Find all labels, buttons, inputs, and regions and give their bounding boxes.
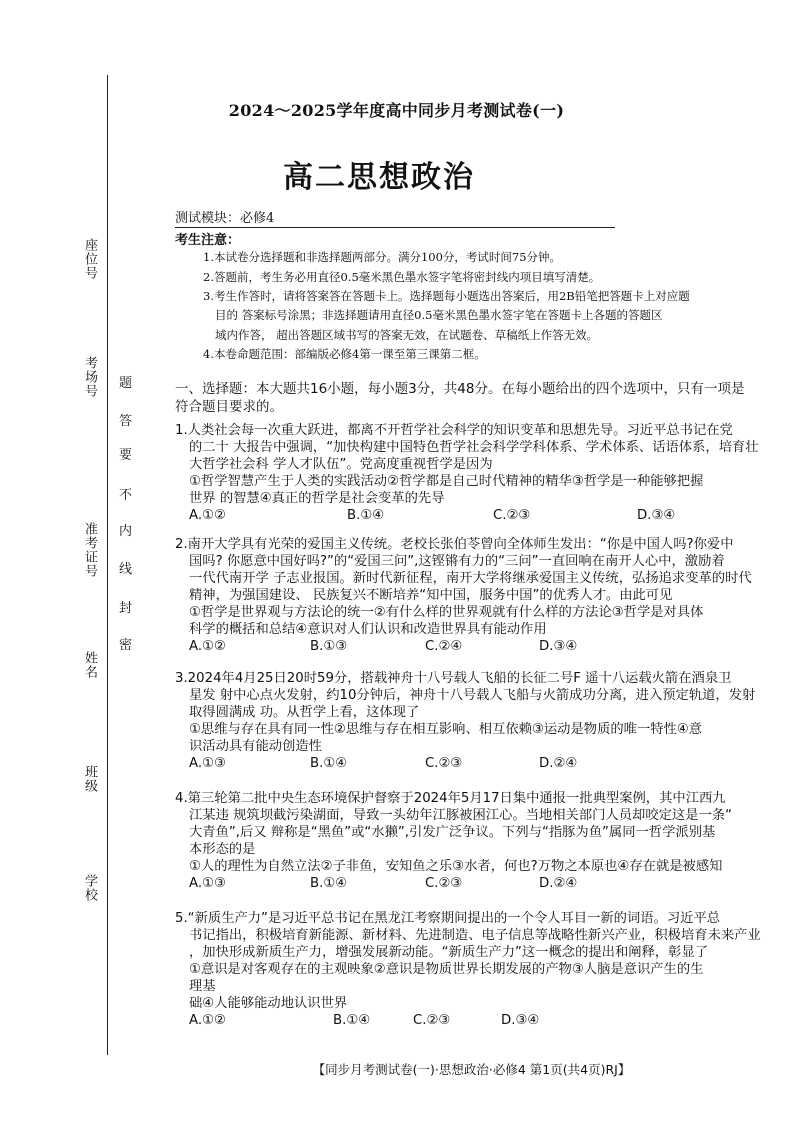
name-label: 姓名 — [82, 651, 97, 679]
question-stem-line: 书记指出，积极培育新能源、新材料、先进制造、电子信息等战略性新兴产业，积极培育未来产业 — [189, 928, 761, 943]
admission-number-label: 准考证号 — [82, 522, 97, 578]
question-stem-line: 精神，为强国建设、 民族复兴不断培养“知中国，服务中国”的优秀人才。由此可见 — [189, 588, 673, 603]
section-instructions — [175, 380, 780, 416]
question-stem-line: 5.“新质生产力”是习近平总书记在黑龙江考察期间提出的一个令人耳目一新的词语。习近平总 — [175, 911, 721, 926]
option-c[interactable]: C.②④ — [425, 639, 463, 654]
statement-line: 识活动具有能动创造性 — [189, 739, 322, 754]
notice-title: 考生注意： — [175, 233, 241, 248]
statement-line: 世界 的智慧④真正的哲学是社会变革的先导 — [189, 491, 445, 506]
option-d[interactable]: D.③④ — [539, 639, 578, 654]
answer-options — [175, 507, 780, 525]
option-d[interactable]: D.②④ — [539, 876, 578, 891]
statement-line: ①哲学智慧产生于人类的实践活动②哲学都是自己时代精神的精华③哲学是一种能够把握 — [189, 474, 704, 489]
question-stem-line: 4.第三轮第二批中央生态环境保护督察于2024年5月17日集中通报一批典型案例，其中江西九 — [175, 791, 726, 806]
seal-char: 不 — [119, 488, 133, 503]
question-stem-line: 3.2024年4月25日20时59分，搭载神舟十八号载人飞船的长征二号F 遥十八运载火箭在酒泉卫 — [175, 671, 732, 686]
seal-char: 内 — [119, 524, 133, 539]
question-stem-line: 国吗? 你愿意中国好吗?”的“爱国三问”,这铿锵有力的“三问”一直回响在南开人心中，激励着 — [189, 554, 725, 569]
statement-line: 理基 — [189, 979, 216, 994]
statement-line: ①人的理性为自然立法②子非鱼，安知鱼之乐③水者，何也?万物之本原也④存在就是被感知 — [189, 859, 723, 874]
option-c[interactable]: C.②③ — [493, 508, 531, 523]
statement-line: ①思维与存在具有同一性②思维与存在相互影响、相互依赖③运动是物质的唯一特性④意 — [189, 722, 703, 737]
option-b[interactable]: B.①④ — [310, 876, 348, 891]
option-d[interactable]: D.②④ — [539, 756, 578, 771]
option-a[interactable]: A.①② — [189, 1013, 226, 1028]
question-stem-line: 大哲学社会科 学人才队伍”。党高度重视哲学是因为 — [189, 457, 493, 472]
notice-item: 域内作答， 超出答题区域书写的答案无效，在试题卷、草稿纸上作答无效。 — [215, 328, 599, 342]
notice-item: 3.考生作答时，请将答案答在答题卡上。选择题每小题选出答案后，用2B铅笔把答题卡上对应题 — [203, 289, 690, 303]
seal-char: 线 — [119, 562, 133, 577]
statement-line: ①意识是对客观存在的主观映象②意识是物质世界长期发展的产物③人脑是意识产生的生 — [189, 962, 704, 977]
option-a[interactable]: A.①② — [189, 639, 226, 654]
notice-item: 2.答题前，考生务必用直径0.5毫米黑色墨水签字笔将密封线内项目填写清楚。 — [203, 270, 601, 284]
answer-options — [175, 755, 780, 773]
option-c[interactable]: C.②③ — [413, 1013, 451, 1028]
seal-char: 密 — [119, 638, 133, 653]
page-footer: 【同步月考测试卷(一)·思想政治·必修4 第1页(共4页)RJ】 — [312, 1062, 631, 1077]
option-c[interactable]: C.②③ — [425, 756, 463, 771]
statement-line: 科学的概括和总结④意识对人们认识和改造世界具有能动作用 — [189, 622, 547, 637]
question-stem-line: 一代代南开学 子志业报国。新时代新征程，南开大学将继承爱国主义传统，弘扬追求变革的时代 — [189, 571, 752, 586]
exam-room-label: 考场号 — [82, 356, 97, 398]
question-stem-line: 取得圆满成 功。从哲学上看，这体现了 — [189, 705, 420, 720]
option-a[interactable]: A.①③ — [189, 876, 226, 891]
seat-number-label: 座位号 — [82, 238, 97, 280]
section-line: 符合题目要求的。 — [175, 399, 283, 415]
section-line: 一、选择题：本大题共16小题，每小题3分，共48分。在每小题给出的四个选项中，只有一项是 — [175, 381, 745, 397]
option-b[interactable]: B.①④ — [333, 1013, 371, 1028]
question-stem-line: 本形态的是 — [189, 842, 256, 857]
question-stem-line: ，加快形成新质生产力，增强发展新动能。“新质生产力”这一概念的提出和阐释，彰显了 — [189, 945, 709, 960]
option-b[interactable]: B.①③ — [310, 639, 348, 654]
notice-item: 4.本卷命题范围：部编版必修4第一课至第三课第二框。 — [203, 347, 486, 361]
binding-line — [107, 75, 108, 1055]
question-4 — [175, 790, 780, 893]
answer-options — [175, 638, 780, 656]
notice-item: 1.本试卷分选择题和非选择题两部分。满分100分，考试时间75分钟。 — [203, 250, 562, 264]
seal-char: 封 — [119, 601, 133, 616]
question-stem-line: 大青鱼”,后又 辩称是“黑鱼”或“水獭”,引发广泛争议。下列与“指豚为鱼”属同一哲学派别基 — [189, 825, 716, 840]
class-label: 班级 — [82, 765, 97, 793]
seal-char: 要 — [119, 448, 133, 463]
test-module: 测试模块：必修4 — [175, 207, 615, 228]
seal-char: 答 — [119, 414, 133, 429]
option-c[interactable]: C.②③ — [425, 876, 463, 891]
option-a[interactable]: A.①② — [189, 508, 226, 523]
question-stem-line: 的二十 大报告中强调，“加快构建中国特色哲学社会科学学科体系、学术体系、话语体系，培育壮 — [189, 440, 759, 455]
option-d[interactable]: D.③④ — [637, 508, 676, 523]
subject-title: 高二思想政治 — [283, 160, 475, 195]
question-stem-line: 星发 射中心点火发射，约10分钟后，神舟十八号载人飞船与火箭成功分离，进入预定轨道，发射 — [189, 688, 756, 703]
answer-options — [175, 875, 780, 893]
question-stem-line: 江某违 规筑坝截污染湖面，导致一头幼年江豚被困江心。当地相关部门人员却咬定这是一条“ — [189, 808, 732, 823]
question-stem-line: 2.南开大学具有光荣的爱国主义传统。老校长张伯苓曾向全体师生发出：“你是中国人吗?你爱中 — [175, 537, 734, 552]
question-5 — [175, 910, 780, 1030]
statement-line: 础④人能够能动地认识世界 — [189, 996, 348, 1011]
question-1 — [175, 422, 780, 525]
option-a[interactable]: A.①③ — [189, 756, 226, 771]
option-b[interactable]: B.①④ — [347, 508, 385, 523]
option-d[interactable]: D.③④ — [501, 1013, 540, 1028]
notice-item: 目的 答案标号涂黑；非选择题请用直径0.5毫米黑色墨水签字笔在答题卡上各题的答题区 — [215, 308, 663, 322]
school-label: 学校 — [82, 874, 97, 902]
exam-title: 2024～2025学年度高中同步月考测试卷(一) — [228, 101, 565, 120]
answer-options — [175, 1012, 780, 1030]
option-b[interactable]: B.①④ — [310, 756, 348, 771]
question-3 — [175, 670, 780, 773]
question-2 — [175, 536, 780, 656]
seal-char: 题 — [119, 376, 133, 391]
question-stem-line: 1.人类社会每一次重大跃进，都离不开哲学社会科学的知识变革和思想先导。习近平总书记在党 — [175, 423, 733, 438]
statement-line: ①哲学是世界观与方法论的统一②有什么样的世界观就有什么样的方法论③哲学是对具体 — [189, 605, 704, 620]
